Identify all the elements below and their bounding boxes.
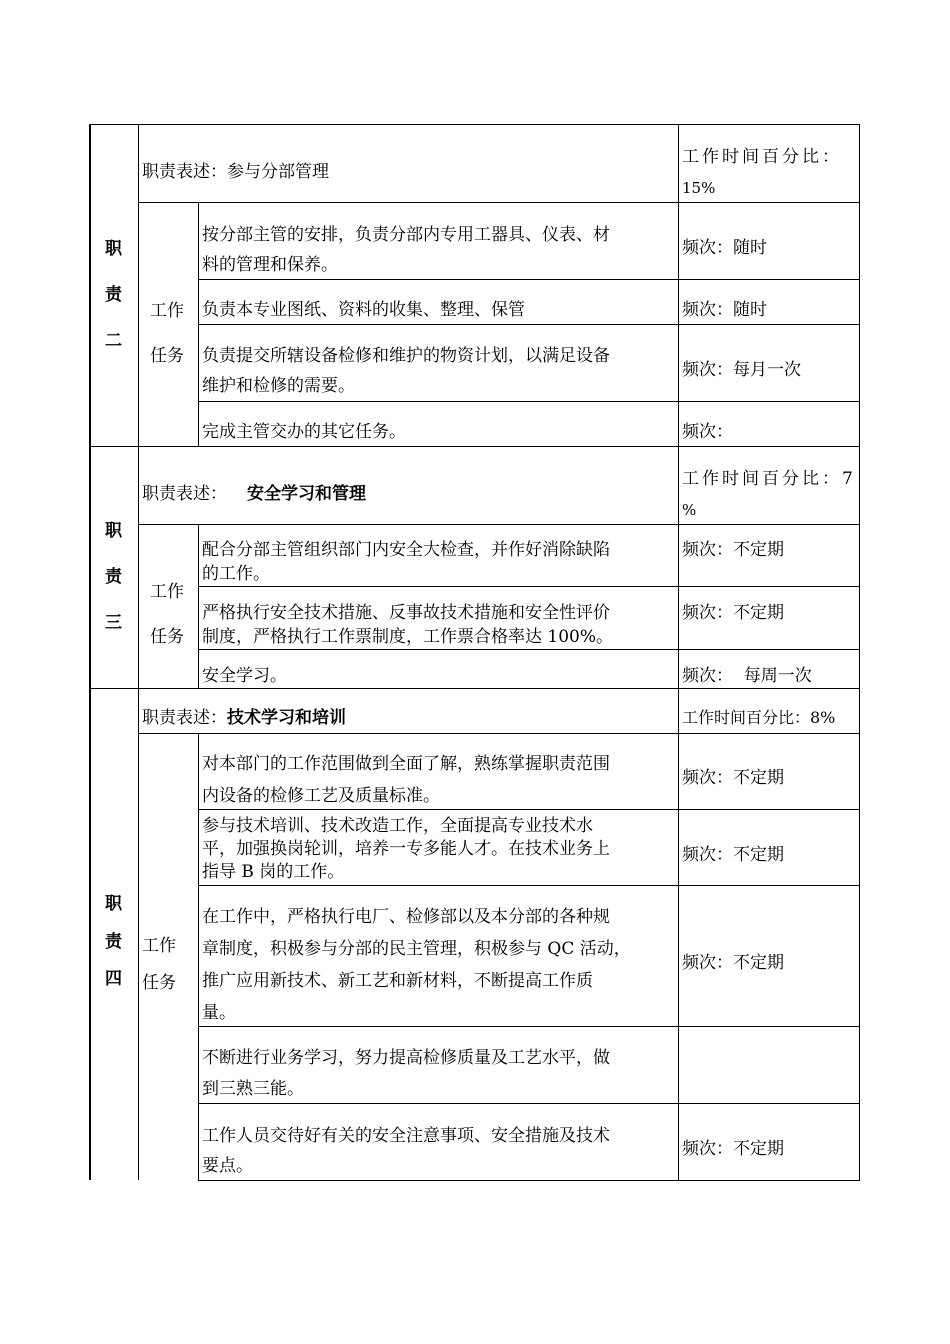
- task-frequency: 频次：不定期: [682, 603, 784, 623]
- task-text: 配合分部主管组织部门内安全大检查，并作好消除缺陷: [202, 540, 610, 560]
- task-text: 维护和检修的需要。: [202, 376, 355, 396]
- row-divider: [89, 688, 860, 689]
- task-text: 完成主管交办的其它任务。: [202, 422, 406, 442]
- row-divider: [198, 1026, 860, 1027]
- task-label: 任务: [150, 346, 184, 366]
- statement-prefix: 职责表述：: [142, 708, 227, 728]
- task-label: 任务: [150, 627, 184, 647]
- row-divider: [138, 733, 860, 734]
- row-divider: [198, 401, 860, 402]
- table-border-right: [859, 124, 860, 1180]
- statement-text: 安全学习和管理: [247, 484, 366, 504]
- row-divider: [198, 885, 860, 886]
- duty-label-char: 责: [105, 932, 122, 952]
- duty-label-char: 责: [105, 285, 122, 305]
- time-percent-label: 工作时间百分比：7: [682, 469, 856, 489]
- task-frequency: 频次：不定期: [682, 540, 784, 560]
- task-text: 制度，严格执行工作票制度，工作票合格率达 100%。: [202, 627, 614, 647]
- duty-label-char: 职: [105, 239, 122, 259]
- task-text: 推广应用新技术、新工艺和新材料，不断提高工作质: [202, 971, 593, 991]
- duty-label-char: 职: [105, 894, 122, 914]
- task-label: 任务: [142, 973, 176, 993]
- time-percent-label: 工作时间百分比：8%: [682, 708, 836, 727]
- task-text: 安全学习。: [202, 666, 287, 686]
- task-frequency: 频次：随时: [682, 300, 767, 320]
- task-label: 工作: [150, 301, 184, 321]
- statement-prefix: 职责表述：: [142, 162, 227, 182]
- task-text: 参与技术培训、技术改造工作，全面提高专业技术水: [202, 816, 593, 836]
- statement-row: [142, 160, 329, 184]
- task-text: 章制度，积极参与分部的民主管理，积极参与 QC 活动，: [202, 939, 631, 959]
- statement-row: [142, 482, 366, 506]
- task-frequency: 频次：每月一次: [682, 360, 801, 380]
- task-frequency: 频次：不定期: [682, 845, 784, 865]
- task-text: 不断进行业务学习，努力提高检修质量及工艺水平，做: [202, 1048, 610, 1068]
- task-text: 平，加强换岗轮训，培养一专多能人才。在技术业务上: [202, 839, 610, 859]
- row-divider: [198, 1180, 860, 1181]
- task-text: 内设备的检修工艺及质量标准。: [202, 786, 440, 806]
- row-divider: [198, 649, 860, 650]
- row-divider: [89, 124, 860, 125]
- task-label: 工作: [150, 582, 184, 602]
- duty-label-char: 责: [105, 567, 122, 587]
- time-percent-label: 工作时间百分比：: [682, 147, 842, 167]
- task-text: 料的管理和保养。: [202, 255, 338, 275]
- row-divider: [198, 324, 860, 325]
- task-text: 要点。: [202, 1156, 253, 1176]
- row-divider: [138, 202, 860, 203]
- task-frequency: 频次：不定期: [682, 953, 784, 973]
- freq-column-divider: [678, 124, 679, 1180]
- task-text: 负责提交所辖设备检修和维护的物资计划，以满足设备: [202, 346, 610, 366]
- task-label: 工作: [142, 936, 176, 956]
- statement-row: [142, 706, 346, 730]
- task-column-divider: [198, 524, 199, 688]
- task-frequency: 频次：不定期: [682, 768, 784, 788]
- task-text: 负责本专业图纸、资料的收集、整理、保管: [202, 300, 525, 320]
- task-text: 指导 B 岗的工作。: [202, 862, 345, 882]
- row-divider: [198, 809, 860, 810]
- task-frequency: 频次：不定期: [682, 1139, 784, 1159]
- task-text: 到三熟三能。: [202, 1079, 304, 1099]
- statement-text: 技术学习和培训: [227, 708, 346, 728]
- duty-label-char: 职: [105, 521, 122, 541]
- row-divider: [198, 279, 860, 280]
- row-divider: [89, 446, 860, 447]
- time-percent-value: %: [682, 501, 697, 519]
- row-divider: [138, 524, 860, 525]
- task-frequency: 频次：随时: [682, 238, 767, 258]
- statement-text: 参与分部管理: [227, 162, 329, 182]
- task-text: 对本部门的工作范围做到全面了解，熟练掌握职责范围: [202, 754, 610, 774]
- time-percent-value: 15%: [682, 179, 716, 197]
- task-text: 量。: [202, 1003, 236, 1023]
- row-divider: [198, 1103, 860, 1104]
- task-column-divider: [198, 733, 199, 1180]
- duty-label-char: 三: [105, 613, 122, 633]
- task-text: 的工作。: [202, 564, 270, 584]
- table-border-left: [89, 124, 91, 1180]
- duty-label-char: 二: [105, 331, 122, 351]
- label-column-divider: [138, 124, 139, 1180]
- task-text: 工作人员交待好有关的安全注意事项、安全措施及技术: [202, 1126, 610, 1146]
- task-frequency: 频次：: [682, 422, 733, 442]
- task-frequency: 频次： 每周一次: [682, 666, 812, 686]
- statement-prefix: 职责表述：: [142, 484, 227, 504]
- task-text: 严格执行安全技术措施、反事故技术措施和安全性评价: [202, 603, 610, 623]
- duty-label-char: 四: [105, 969, 122, 989]
- task-text: 按分部主管的安排，负责分部内专用工器具、仪表、材: [202, 225, 610, 245]
- task-text: 在工作中，严格执行电厂、检修部以及本分部的各种规: [202, 907, 610, 927]
- row-divider: [198, 586, 860, 587]
